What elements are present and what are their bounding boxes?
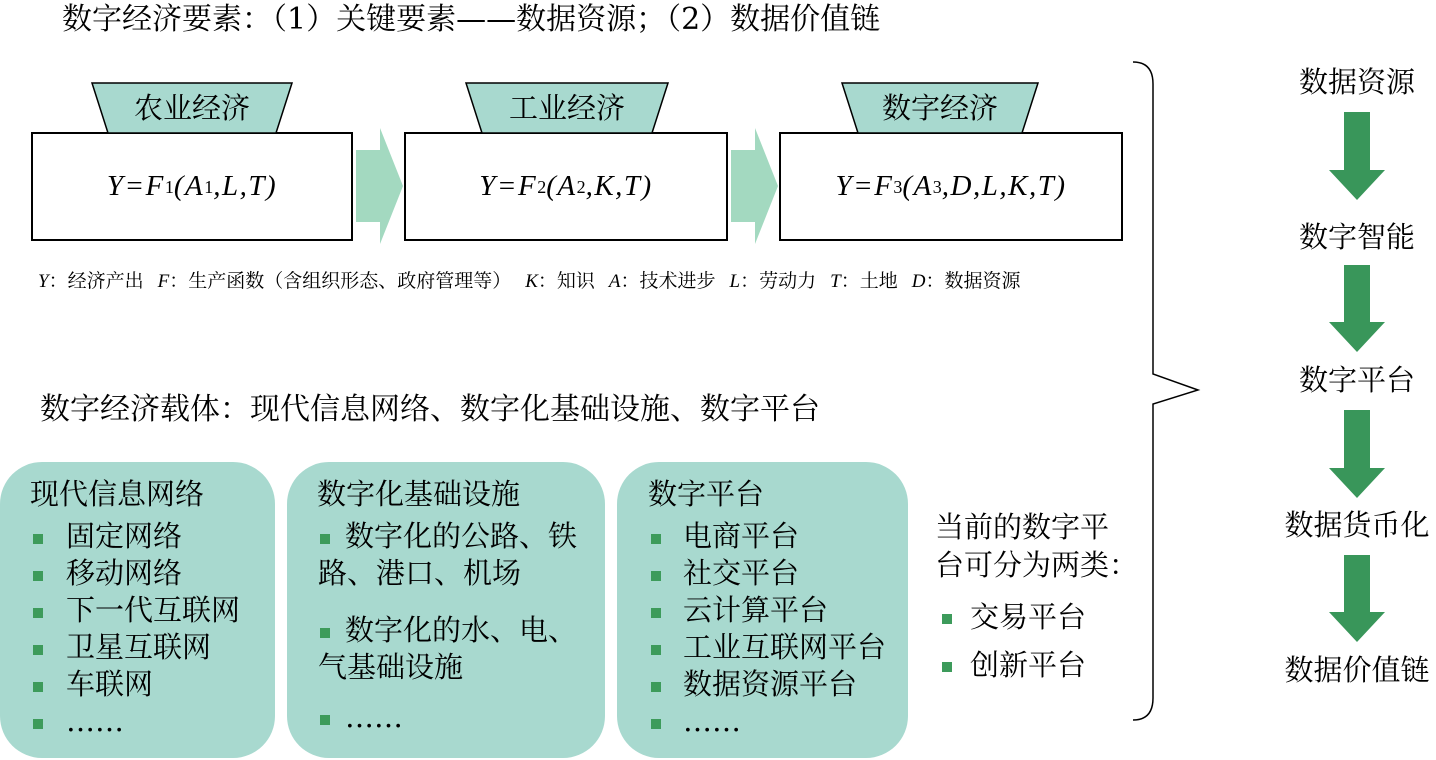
list-item: [648, 666, 908, 703]
legend-item-y: [38, 270, 144, 292]
list-item-text: ……: [345, 700, 403, 734]
list-item: [30, 666, 275, 703]
bullet-square-icon: [651, 719, 661, 729]
note-item-list: [935, 598, 1138, 684]
formula-digital: Y=F 3 (A 3 ,D,L,K,T): [835, 170, 1067, 202]
list-item-text: 数字化的水、电、: [345, 613, 578, 647]
list-item: [30, 555, 275, 592]
panel-title: 现代信息网络: [30, 477, 205, 511]
list-item-line-continued: 气基础设施: [318, 650, 464, 684]
formula-part: Y=F: [835, 170, 894, 202]
list-item: [30, 703, 275, 740]
symbol-legend: [38, 268, 1034, 295]
list-item-text: 数字化的公路、铁: [345, 519, 578, 553]
panel-information-network: [0, 462, 275, 758]
panel-item-list: [30, 518, 275, 740]
legend-symbol: Y: [38, 271, 49, 292]
bullet-square-icon: [33, 719, 43, 729]
stage-label-industrial: 工业经济: [508, 91, 625, 125]
bullet-square-icon: [320, 628, 330, 638]
bullet-square-icon: [651, 571, 661, 581]
stage-label-digital: 数字经济: [881, 91, 998, 125]
bullet-square-icon: [33, 682, 43, 692]
list-item-text: 卫星互联网: [66, 630, 212, 664]
bullet-square-icon: [320, 715, 330, 725]
transition-arrow-industrial-to-digital: [731, 128, 778, 244]
list-item: [317, 699, 605, 736]
formula-industrial: Y=F 2 (A 2 ,K,T): [479, 170, 653, 202]
list-item-line: [317, 518, 605, 555]
legend-symbol: L: [729, 271, 741, 292]
panel-title: 数字平台: [648, 477, 765, 511]
stage-label-agriculture: 农业经济: [133, 91, 250, 125]
formula-part: (A: [173, 170, 205, 202]
flow-arrow-down-icon-1: [1329, 112, 1385, 200]
list-item: [30, 629, 275, 666]
list-item: [648, 555, 908, 592]
flow-arrow-down-icon-3: [1329, 410, 1385, 498]
flow-arrow-down-icon-2: [1329, 265, 1385, 352]
bullet-square-icon: [942, 662, 952, 672]
platform-category-note: [935, 508, 1138, 684]
value-chain-step-4: 数据货币化: [1284, 508, 1430, 542]
note-line: 当前的数字平: [935, 510, 1110, 544]
legend-symbol: F: [157, 271, 170, 292]
bullet-square-icon: [651, 682, 661, 692]
value-chain-step-5: 数据价值链: [1284, 653, 1430, 687]
legend-symbol: A: [608, 271, 621, 292]
formula-part: ,K,T): [585, 170, 653, 202]
value-chain-step-1: 数据资源: [1298, 65, 1415, 99]
list-item-text: 电商平台: [683, 519, 800, 553]
list-item-line: [317, 699, 605, 736]
formula-part: (A: [902, 170, 933, 202]
list-item: [30, 592, 275, 629]
bullet-square-icon: [33, 571, 43, 581]
list-item: [935, 646, 1138, 684]
legend-desc: ：劳动力: [740, 270, 817, 292]
value-chain-step-3: 数字平台: [1298, 363, 1415, 397]
list-item-text: 云计算平台: [683, 593, 829, 627]
list-item: [648, 592, 908, 629]
list-item-line-continued: 路、港口、机场: [318, 556, 522, 590]
formula-part: (A: [546, 170, 577, 202]
list-item: [648, 703, 908, 740]
transition-arrow-agriculture-to-industrial: [356, 128, 403, 244]
panel-item-list: [317, 518, 605, 736]
legend-item-a: [609, 270, 716, 292]
list-item-text: ……: [66, 704, 124, 738]
list-item: [317, 612, 605, 686]
list-item: [648, 629, 908, 666]
list-item: [317, 518, 605, 592]
bullet-square-icon: [651, 608, 661, 618]
carrier-subtitle: 数字经济载体：现代信息网络、数字化基础设施、数字平台: [40, 392, 820, 427]
legend-item-k: [525, 270, 595, 292]
list-item-text: 固定网络: [66, 519, 183, 553]
legend-item-l: [730, 270, 817, 292]
list-item-text: 数据资源平台: [683, 667, 858, 701]
legend-desc: ：经济产出: [48, 270, 144, 292]
bullet-square-icon: [33, 534, 43, 544]
legend-desc: ：数据资源: [925, 270, 1021, 292]
legend-desc: ：生产函数（含组织形态、政府管理等）: [169, 270, 512, 292]
formula-part: Y=F: [106, 170, 165, 202]
bullet-square-icon: [942, 614, 952, 624]
bullet-square-icon: [651, 534, 661, 544]
bullet-square-icon: [651, 645, 661, 655]
panel-item-list: [648, 518, 908, 740]
formula-part: ,L,T): [213, 170, 278, 202]
formula-part: Y=F: [479, 170, 538, 202]
legend-desc: ：土地: [840, 270, 898, 292]
list-item-text: 移动网络: [66, 556, 183, 590]
list-item-text: ……: [683, 704, 741, 738]
list-item-text: 创新平台: [970, 648, 1087, 682]
legend-symbol: D: [911, 271, 926, 292]
legend-symbol: T: [830, 271, 841, 292]
note-line: 台可分为两类：: [935, 548, 1139, 582]
legend-desc: ：技术进步: [620, 270, 716, 292]
list-item-text: 下一代互联网: [66, 593, 241, 627]
panel-digital-platform: [617, 462, 908, 758]
legend-item-d: [912, 270, 1021, 292]
flow-arrow-down-icon-4: [1329, 555, 1385, 642]
formula-agriculture: Y=F 1 (A 1 ,L,T): [106, 170, 278, 202]
bullet-square-icon: [33, 645, 43, 655]
bullet-square-icon: [33, 608, 43, 618]
formula-part: ,D,L,K,T): [941, 170, 1067, 202]
list-item-text: 工业互联网平台: [683, 630, 887, 664]
legend-symbol: K: [525, 271, 538, 292]
legend-desc: ：知识: [537, 270, 595, 292]
list-item-text: 交易平台: [970, 600, 1087, 634]
list-item-text: 车联网: [66, 667, 154, 701]
panel-title: 数字化基础设施: [317, 477, 521, 511]
curly-brace: [1133, 62, 1198, 720]
list-item-line: [317, 612, 605, 649]
list-item: [30, 518, 275, 555]
list-item: [648, 518, 908, 555]
list-item: [935, 598, 1138, 636]
legend-item-f: [158, 270, 512, 292]
legend-item-t: [830, 270, 898, 292]
page-title: 数字经济要素：（1）关键要素——数据资源；（2）数据价值链: [62, 2, 881, 37]
list-item-text: 社交平台: [683, 556, 800, 590]
value-chain-step-2: 数字智能: [1298, 220, 1415, 254]
bullet-square-icon: [320, 534, 330, 544]
panel-digital-infrastructure: [287, 462, 605, 758]
